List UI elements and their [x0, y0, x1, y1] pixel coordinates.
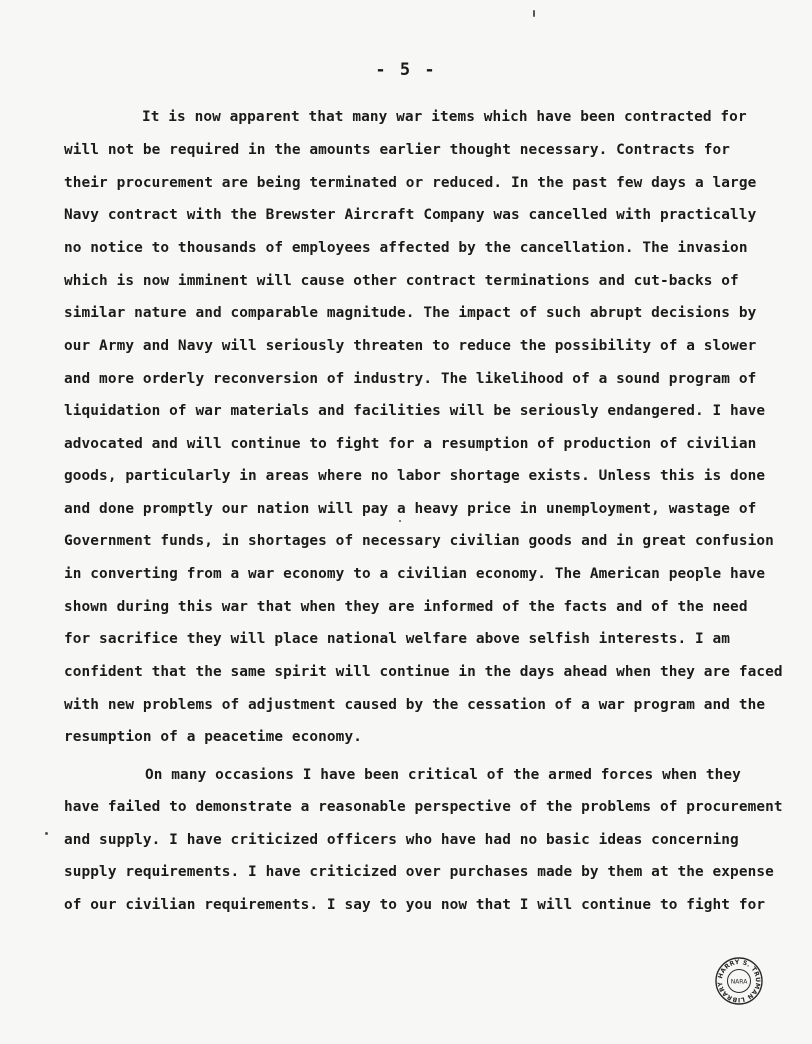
text-line: shown during this war that when they are informed of the facts and of the need: [64, 599, 748, 615]
text-line: resumption of a peacetime economy.: [64, 729, 362, 745]
text-line: have failed to demonstrate a reasonable perspective of the problems of procurement: [64, 799, 783, 815]
scan-mark: [399, 520, 401, 522]
text-line: supply requirements. I have criticized over purchases made by them at the expense: [64, 864, 774, 880]
text-line: Government funds, in shortages of necessary civilian goods and in great confusion: [64, 533, 774, 549]
text-line: advocated and will continue to fight for a resumption of production of civilian: [64, 436, 757, 452]
text-line: with new problems of adjustment caused by the cessation of a war program and the: [64, 697, 766, 713]
stamp-ring-text: HARRY S. TRUMAN LIBRARY: [716, 958, 762, 1004]
library-stamp-seal: [714, 956, 764, 1006]
text-line: confident that the same spirit will continue in the days ahead when they are faced: [64, 664, 783, 680]
text-line: which is now imminent will cause other contract terminations and cut-backs of: [64, 273, 739, 289]
text-line: liquidation of war materials and facilities will be seriously endangered. I have: [64, 403, 766, 419]
page-number: - 5 -: [375, 60, 437, 80]
text-line: Navy contract with the Brewster Aircraft Company was cancelled with practically: [64, 207, 757, 223]
text-line: no notice to thousands of employees affected by the cancellation. The invasion: [64, 240, 748, 256]
text-line: of our civilian requirements. I say to you now that I will continue to fight for: [64, 897, 766, 913]
text-line: similar nature and comparable magnitude. The impact of such abrupt decisions by: [64, 305, 757, 321]
text-line: for sacrifice they will place national welfare above selfish interests. I am: [64, 631, 731, 647]
text-line: their procurement are being terminated or reduced. In the past few days a large: [64, 175, 757, 191]
text-line: our Army and Navy will seriously threaten to reduce the possibility of a slower: [64, 338, 757, 354]
text-line: and supply. I have criticized officers who have had no basic ideas concerning: [64, 832, 739, 848]
text-line: It is now apparent that many war items which have been contracted for: [142, 109, 747, 125]
text-line: and done promptly our nation will pay a heavy price in unemployment, wastage of: [64, 501, 757, 517]
scan-mark: [533, 10, 535, 17]
text-line: will not be required in the amounts earlier thought necessary. Contracts for: [64, 142, 731, 158]
text-line: goods, particularly in areas where no labor shortage exists. Unless this is done: [64, 468, 766, 484]
text-line: On many occasions I have been critical of the armed forces when they: [145, 767, 741, 783]
scan-mark: [45, 832, 48, 835]
stamp-center-text: NARA: [730, 978, 748, 986]
text-line: and more orderly reconversion of industry. The likelihood of a sound program of: [64, 371, 757, 387]
text-line: in converting from a war economy to a civilian economy. The American people have: [64, 566, 766, 582]
